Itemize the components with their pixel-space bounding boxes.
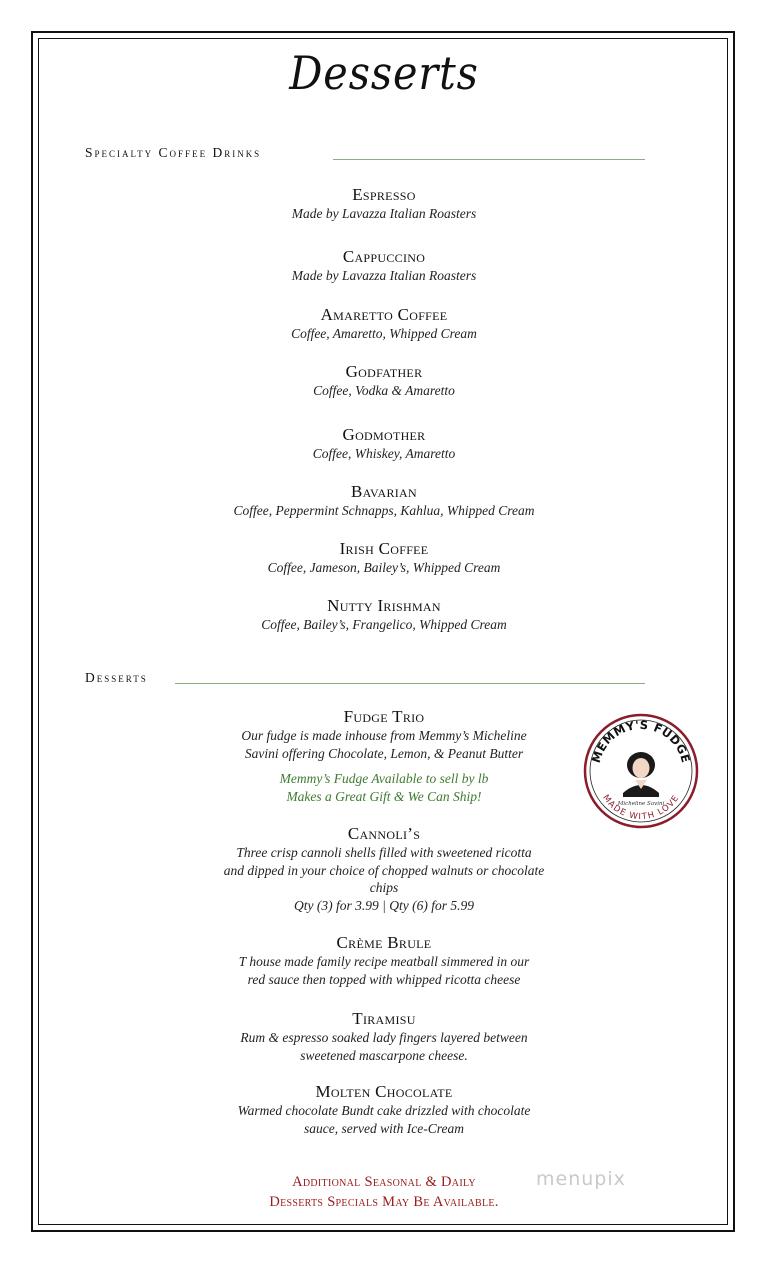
menu-item — [140, 538, 628, 577]
logo-text-top: MEMMY'S FUDGE — [588, 717, 694, 765]
item-description-line: chips — [369, 880, 399, 895]
item-name: Godfather — [345, 362, 423, 381]
item-description-line: sauce, served with Ice-Cream — [304, 1120, 464, 1136]
item-name: Bavarian — [351, 482, 417, 501]
item-description-line: red sauce then topped with whipped ricotta cheese — [247, 971, 521, 987]
menu-item — [140, 246, 628, 285]
menu-item — [140, 184, 628, 223]
section-heading-desserts: Desserts — [85, 670, 148, 685]
item-name: Amaretto Coffee — [320, 305, 448, 324]
item-name: Fudge Trio — [343, 707, 425, 726]
item-description-line: T house made family recipe meatball simmered in our — [238, 954, 530, 969]
menu-item — [140, 424, 628, 463]
page-title: Desserts — [289, 46, 479, 100]
item-name: Irish Coffee — [339, 539, 429, 558]
item-description: Coffee, Bailey’s, Frangelico, Whipped Cream — [261, 617, 507, 632]
menu-item — [140, 932, 628, 988]
item-description-line: Our fudge is made inhouse from Memmy’s Micheline — [241, 728, 527, 743]
menu-item — [140, 304, 628, 343]
item-name: Espresso — [352, 185, 416, 204]
item-note-line: Memmy’s Fudge Available to sell by lb — [279, 771, 489, 786]
menu-item — [140, 706, 628, 805]
specials-notice — [0, 1172, 768, 1212]
specials-notice-line1: Additional Seasonal & Daily — [292, 1174, 476, 1190]
item-description-line: sweetened mascarpone cheese. — [300, 1047, 468, 1063]
memmys-fudge-logo — [583, 713, 699, 829]
item-name: Godmother — [342, 425, 426, 444]
item-description: Coffee, Jameson, Bailey’s, Whipped Cream — [267, 560, 501, 575]
logo-text-bottom: MADE WITH LOVE — [600, 793, 682, 823]
menu-item — [140, 595, 628, 634]
logo-signature: Micheline Savini — [617, 801, 665, 807]
item-description-line: Three crisp cannoli shells filled with sweetened ricotta — [236, 845, 532, 860]
item-price-line: Qty (3) for 3.99 | Qty (6) for 5.99 — [294, 897, 474, 913]
item-name: Cannoli’s — [347, 824, 421, 843]
specials-notice-line2: Desserts Specials May Be Available. — [269, 1194, 499, 1210]
menu-item — [140, 361, 628, 400]
item-note-line: Makes a Great Gift & We Can Ship! — [286, 788, 482, 804]
menu-item — [140, 1008, 628, 1064]
section-rule-desserts — [175, 683, 645, 684]
item-description: Coffee, Amaretto, Whipped Cream — [291, 326, 477, 341]
item-description: Made by Lavazza Italian Roasters — [291, 206, 477, 221]
item-description-line: Warmed chocolate Bundt cake drizzled with chocolate — [237, 1103, 531, 1118]
item-name: Cappuccino — [342, 247, 426, 266]
item-name: Nutty Irishman — [327, 596, 441, 615]
menu-item — [140, 481, 628, 520]
item-description-line: and dipped in your choice of chopped walnuts or chocolate — [223, 862, 545, 878]
item-description: Made by Lavazza Italian Roasters — [291, 268, 477, 283]
section-rule-coffee — [333, 159, 645, 160]
item-description: Coffee, Whiskey, Amaretto — [312, 446, 456, 461]
item-description-line: Savini offering Chocolate, Lemon, & Peanut Butter — [244, 745, 524, 761]
item-description-line: Rum & espresso soaked lady fingers layered between — [240, 1030, 528, 1045]
section-heading-coffee: Specialty Coffee Drinks — [85, 145, 262, 160]
item-description: Coffee, Vodka & Amaretto — [313, 383, 455, 398]
item-description: Coffee, Peppermint Schnapps, Kahlua, Whipped Cream — [233, 503, 535, 518]
watermark: menupix — [536, 1168, 626, 1190]
item-name: Tiramisu — [352, 1009, 416, 1028]
item-name: Molten Chocolate — [315, 1082, 453, 1101]
menu-item — [140, 823, 628, 914]
menu-item — [140, 1081, 628, 1137]
item-name: Crème Brule — [336, 933, 432, 952]
